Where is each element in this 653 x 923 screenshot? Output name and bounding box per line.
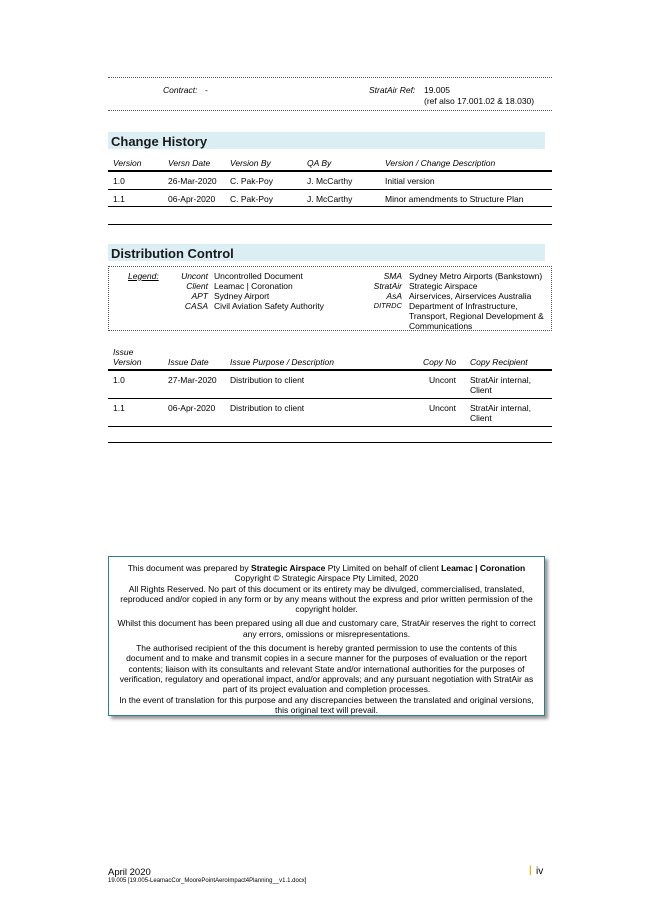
legend-code-uncont: Uncont <box>181 271 208 281</box>
header-top-rule <box>108 77 552 78</box>
notice-rights: All Rights Reserved. No part of this document or its entirety may be divulged, commercialised, translated, reproduced and/or copied in any form or by any means without the express and prior written permission of the copyright holder. <box>120 583 533 615</box>
notice-client: Leamac | Coronation <box>441 563 526 573</box>
notice-paragraph-2: Whilst this document has been prepared using all due and customary care, StratAir reserves the right to correct any errors, omissions or misrepresentations. <box>117 618 536 639</box>
dist-end-rule <box>108 442 552 443</box>
dist-row1-recipient-2: Client <box>470 385 492 395</box>
ch-row1-qa: J. McCarthy <box>307 176 353 186</box>
ch-row2-desc: Minor amendments to Structure Plan <box>385 194 524 204</box>
ch-end-rule <box>108 224 552 225</box>
dist-row2-copy: Uncont <box>429 403 456 413</box>
ch-row2-version: 1.1 <box>113 194 125 204</box>
stratair-ref-also: (ref also 17.001.02 & 18.030) <box>424 96 535 106</box>
ch-col-by: Version By <box>230 158 271 168</box>
ch-row1-by: C. Pak-Poy <box>230 176 273 186</box>
dist-row2-rule <box>108 426 552 427</box>
dist-col-issue: Issue <box>113 347 134 357</box>
ch-row1-desc: Initial version <box>385 176 435 186</box>
ch-row2-qa: J. McCarthy <box>307 194 353 204</box>
legend-desc-ditrdc-3: Communications <box>409 321 473 331</box>
dist-row1-recipient-1: StratAir internal, <box>470 375 531 385</box>
legend-desc-apt: Sydney Airport <box>214 291 270 301</box>
ch-row1-version: 1.0 <box>113 176 125 186</box>
legend-code-casa: CASA <box>184 301 208 311</box>
legend-code-client: Client <box>186 281 208 291</box>
notice-company: Strategic Airspace <box>251 563 326 573</box>
copyright-notice <box>108 556 545 716</box>
dist-row2-recipient-1: StratAir internal, <box>470 403 531 413</box>
dist-header-rule <box>108 369 552 371</box>
footer-date: April 2020 <box>108 867 151 878</box>
contract-value: - <box>205 85 208 95</box>
dist-row2-version: 1.1 <box>113 403 125 413</box>
ch-row2-rule <box>108 206 552 207</box>
dist-row1-purpose: Distribution to client <box>230 375 305 385</box>
legend-code-asa: AsA <box>386 291 402 301</box>
dist-col-copy: Copy No <box>423 357 457 367</box>
legend-desc-ditrdc-1: Department of Infrastructure, <box>409 301 518 311</box>
ch-col-date: Versn Date <box>168 158 211 168</box>
dist-col-purpose: Issue Purpose / Description <box>230 357 334 367</box>
dist-col-date: Issue Date <box>168 357 209 367</box>
ch-row1-rule <box>108 189 552 190</box>
dist-row2-date: 06-Apr-2020 <box>168 403 216 413</box>
change-history-heading: Change History <box>108 132 545 149</box>
dist-row2-purpose: Distribution to client <box>230 403 305 413</box>
ch-col-qa: QA By <box>307 158 332 168</box>
dist-row1-copy: Uncont <box>429 375 456 385</box>
dist-row1-rule <box>108 398 552 399</box>
footer-page-number: iv <box>536 866 544 877</box>
ch-col-desc: Version / Change Description <box>385 158 496 168</box>
contract-label: Contract: <box>163 85 198 95</box>
stratair-ref-value: 19.005 <box>424 85 450 95</box>
notice-paragraph-3: The authorised recipient of the this document is hereby granted permission to use the contents of this document and to make and transmit copies in a secure manner for the purposes of evaluation or the report contents; liaison with its consultants and relevant State and/or international authorities for the purposes of verification, regulatory and operational impact, and/or approvals; and any pursuant negotiation with StratAir as part of its project evaluation and completion processes. <box>119 643 534 695</box>
ch-header-rule <box>108 170 552 172</box>
notice-on-behalf: Pty Limited on behalf of client <box>325 563 442 573</box>
legend-code-ditrdc: DITRDC <box>373 301 402 310</box>
ch-col-version: Version <box>113 158 142 168</box>
dist-row1-date: 27-Mar-2020 <box>168 375 217 385</box>
ch-row1-date: 26-Mar-2020 <box>168 176 217 186</box>
legend-desc-sma: Sydney Metro Airports (Bankstown) <box>409 271 543 281</box>
legend-label: Legend: <box>128 271 159 281</box>
dist-col-recipient: Copy Recipient <box>470 357 528 367</box>
dist-col-version: Version <box>113 357 142 367</box>
notice-copyright: Copyright © Strategic Airspace Pty Limited, 2020 <box>234 573 419 584</box>
legend-desc-asa: Airservices, Airservices Australia <box>409 291 532 301</box>
distribution-control-heading: Distribution Control <box>108 244 545 261</box>
legend-code-apt: APT <box>191 291 208 301</box>
notice-paragraph-4: In the event of translation for this purpose and any discrepancies between the translated and original versions, this original text will prevail. <box>119 694 534 715</box>
notice-paragraph-1 <box>117 563 536 614</box>
legend-code-stratair: StratAir <box>373 281 402 291</box>
notice-prepared-by: This document was prepared by <box>127 563 252 573</box>
legend-desc-casa: Civil Aviation Safety Authority <box>214 301 324 311</box>
footer-page-separator: | <box>529 865 532 876</box>
header-bottom-rule <box>108 110 552 111</box>
stratair-ref-label: StratAir Ref: <box>369 85 416 95</box>
legend-code-sma: SMA <box>383 271 402 281</box>
ch-row2-by: C. Pak-Poy <box>230 194 273 204</box>
dist-row1-version: 1.0 <box>113 375 125 385</box>
legend-desc-stratair: Strategic Airspace <box>409 281 478 291</box>
ch-row2-date: 06-Apr-2020 <box>168 194 216 204</box>
legend-desc-uncont: Uncontrolled Document <box>214 271 303 281</box>
legend-desc-ditrdc-2: Transport, Regional Development & <box>409 311 544 321</box>
dist-row2-recipient-2: Client <box>470 413 492 423</box>
legend-desc-client: Leamac | Coronation <box>214 281 293 291</box>
footer-file-ref: 19.005 [19.005-LeamacCor_MoorePointAeroImpact4Planning__v1.1.docx] <box>108 878 307 884</box>
